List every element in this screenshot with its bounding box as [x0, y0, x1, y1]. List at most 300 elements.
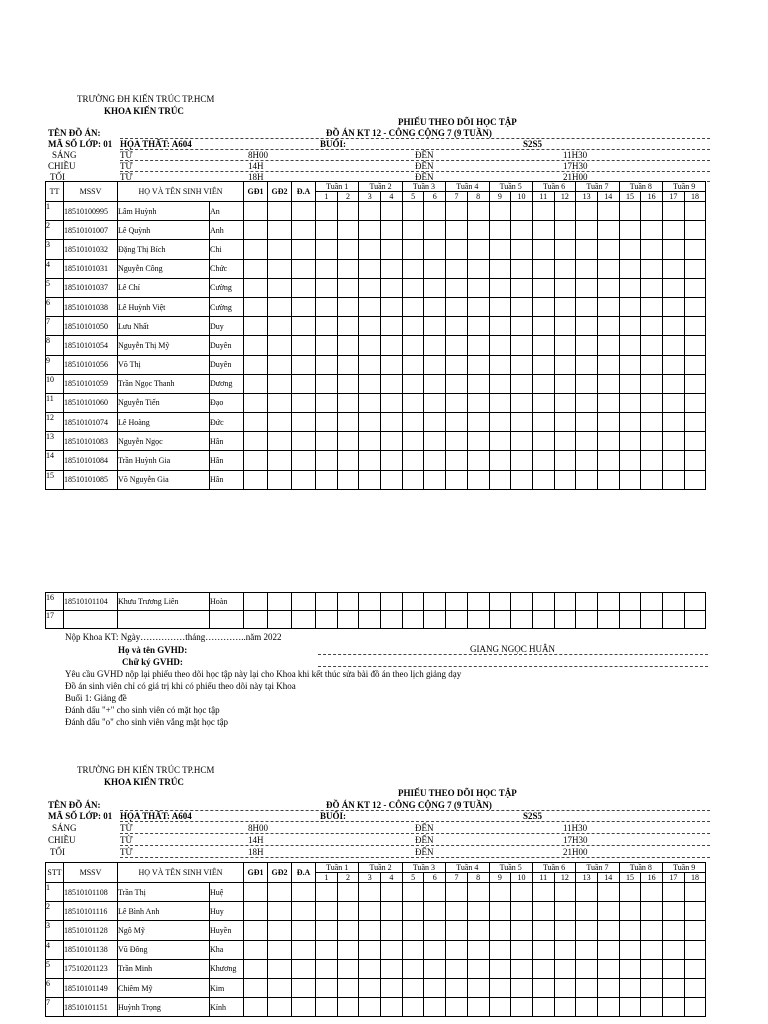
attendance-cell[interactable] — [467, 374, 489, 393]
attendance-cell[interactable] — [619, 432, 641, 451]
attendance-cell[interactable] — [424, 470, 446, 489]
attendance-cell[interactable] — [684, 883, 706, 902]
attendance-cell[interactable] — [597, 317, 619, 336]
attendance-cell[interactable] — [244, 432, 268, 451]
attendance-cell[interactable] — [424, 221, 446, 240]
attendance-cell[interactable] — [316, 278, 338, 297]
attendance-cell[interactable] — [268, 413, 292, 432]
attendance-cell[interactable] — [489, 959, 511, 978]
attendance-cell[interactable] — [402, 413, 424, 432]
attendance-cell[interactable] — [244, 883, 268, 902]
attendance-cell[interactable] — [554, 998, 576, 1017]
attendance-cell[interactable] — [424, 921, 446, 940]
attendance-cell[interactable] — [337, 393, 359, 412]
attendance-cell[interactable] — [554, 297, 576, 316]
attendance-cell[interactable] — [597, 240, 619, 259]
attendance-cell[interactable] — [619, 221, 641, 240]
attendance-cell[interactable] — [292, 393, 316, 412]
attendance-cell[interactable] — [381, 451, 403, 470]
attendance-cell[interactable] — [554, 221, 576, 240]
attendance-cell[interactable] — [359, 202, 381, 221]
attendance-cell[interactable] — [316, 221, 338, 240]
attendance-cell[interactable] — [554, 374, 576, 393]
attendance-cell[interactable] — [316, 355, 338, 374]
attendance-cell[interactable] — [446, 902, 468, 921]
attendance-cell[interactable] — [576, 413, 598, 432]
attendance-cell[interactable] — [576, 259, 598, 278]
attendance-cell[interactable] — [292, 611, 316, 629]
attendance-cell[interactable] — [684, 959, 706, 978]
attendance-cell[interactable] — [292, 451, 316, 470]
attendance-cell[interactable] — [576, 432, 598, 451]
attendance-cell[interactable] — [597, 432, 619, 451]
attendance-cell[interactable] — [619, 240, 641, 259]
attendance-cell[interactable] — [619, 921, 641, 940]
attendance-cell[interactable] — [467, 902, 489, 921]
attendance-cell[interactable] — [532, 355, 554, 374]
attendance-cell[interactable] — [663, 883, 685, 902]
attendance-cell[interactable] — [489, 902, 511, 921]
attendance-cell[interactable] — [446, 317, 468, 336]
attendance-cell[interactable] — [619, 959, 641, 978]
attendance-cell[interactable] — [467, 611, 489, 629]
attendance-cell[interactable] — [467, 921, 489, 940]
attendance-cell[interactable] — [684, 413, 706, 432]
attendance-cell[interactable] — [316, 940, 338, 959]
attendance-cell[interactable] — [359, 883, 381, 902]
attendance-cell[interactable] — [268, 883, 292, 902]
attendance-cell[interactable] — [424, 336, 446, 355]
attendance-cell[interactable] — [268, 451, 292, 470]
attendance-cell[interactable] — [467, 593, 489, 611]
attendance-cell[interactable] — [446, 240, 468, 259]
attendance-cell[interactable] — [359, 593, 381, 611]
attendance-cell[interactable] — [597, 998, 619, 1017]
attendance-cell[interactable] — [292, 593, 316, 611]
attendance-cell[interactable] — [359, 393, 381, 412]
attendance-cell[interactable] — [511, 393, 533, 412]
attendance-cell[interactable] — [489, 317, 511, 336]
attendance-cell[interactable] — [663, 451, 685, 470]
attendance-cell[interactable] — [467, 470, 489, 489]
attendance-cell[interactable] — [359, 317, 381, 336]
attendance-cell[interactable] — [489, 470, 511, 489]
attendance-cell[interactable] — [663, 393, 685, 412]
attendance-cell[interactable] — [641, 451, 663, 470]
attendance-cell[interactable] — [576, 921, 598, 940]
attendance-cell[interactable] — [292, 374, 316, 393]
attendance-cell[interactable] — [597, 611, 619, 629]
attendance-cell[interactable] — [292, 297, 316, 316]
attendance-cell[interactable] — [381, 998, 403, 1017]
attendance-cell[interactable] — [597, 451, 619, 470]
attendance-cell[interactable] — [381, 374, 403, 393]
attendance-cell[interactable] — [402, 221, 424, 240]
attendance-cell[interactable] — [402, 959, 424, 978]
attendance-cell[interactable] — [532, 959, 554, 978]
attendance-cell[interactable] — [641, 470, 663, 489]
attendance-cell[interactable] — [268, 432, 292, 451]
attendance-cell[interactable] — [424, 611, 446, 629]
attendance-cell[interactable] — [292, 336, 316, 355]
attendance-cell[interactable] — [641, 202, 663, 221]
attendance-cell[interactable] — [597, 470, 619, 489]
attendance-cell[interactable] — [467, 393, 489, 412]
attendance-cell[interactable] — [337, 940, 359, 959]
attendance-cell[interactable] — [511, 611, 533, 629]
attendance-cell[interactable] — [424, 883, 446, 902]
attendance-cell[interactable] — [511, 451, 533, 470]
attendance-cell[interactable] — [641, 611, 663, 629]
attendance-cell[interactable] — [402, 902, 424, 921]
attendance-cell[interactable] — [619, 413, 641, 432]
attendance-cell[interactable] — [619, 998, 641, 1017]
attendance-cell[interactable] — [359, 240, 381, 259]
attendance-cell[interactable] — [337, 902, 359, 921]
attendance-cell[interactable] — [337, 259, 359, 278]
attendance-cell[interactable] — [381, 355, 403, 374]
attendance-cell[interactable] — [511, 240, 533, 259]
attendance-cell[interactable] — [424, 593, 446, 611]
attendance-cell[interactable] — [489, 374, 511, 393]
attendance-cell[interactable] — [532, 240, 554, 259]
attendance-cell[interactable] — [244, 393, 268, 412]
attendance-cell[interactable] — [359, 336, 381, 355]
attendance-cell[interactable] — [511, 998, 533, 1017]
attendance-cell[interactable] — [663, 202, 685, 221]
attendance-cell[interactable] — [619, 317, 641, 336]
attendance-cell[interactable] — [424, 940, 446, 959]
attendance-cell[interactable] — [467, 432, 489, 451]
attendance-cell[interactable] — [316, 902, 338, 921]
attendance-cell[interactable] — [467, 278, 489, 297]
attendance-cell[interactable] — [532, 921, 554, 940]
attendance-cell[interactable] — [244, 278, 268, 297]
attendance-cell[interactable] — [424, 278, 446, 297]
attendance-cell[interactable] — [532, 883, 554, 902]
attendance-cell[interactable] — [489, 978, 511, 997]
attendance-cell[interactable] — [244, 336, 268, 355]
attendance-cell[interactable] — [511, 978, 533, 997]
attendance-cell[interactable] — [554, 902, 576, 921]
attendance-cell[interactable] — [684, 470, 706, 489]
attendance-cell[interactable] — [446, 593, 468, 611]
attendance-cell[interactable] — [316, 883, 338, 902]
attendance-cell[interactable] — [597, 221, 619, 240]
attendance-cell[interactable] — [663, 317, 685, 336]
attendance-cell[interactable] — [292, 998, 316, 1017]
attendance-cell[interactable] — [619, 593, 641, 611]
attendance-cell[interactable] — [316, 297, 338, 316]
attendance-cell[interactable] — [641, 240, 663, 259]
attendance-cell[interactable] — [316, 432, 338, 451]
attendance-cell[interactable] — [554, 611, 576, 629]
attendance-cell[interactable] — [489, 451, 511, 470]
attendance-cell[interactable] — [381, 432, 403, 451]
attendance-cell[interactable] — [554, 593, 576, 611]
attendance-cell[interactable] — [402, 611, 424, 629]
attendance-cell[interactable] — [359, 921, 381, 940]
attendance-cell[interactable] — [424, 451, 446, 470]
attendance-cell[interactable] — [402, 297, 424, 316]
attendance-cell[interactable] — [532, 297, 554, 316]
attendance-cell[interactable] — [663, 240, 685, 259]
attendance-cell[interactable] — [641, 902, 663, 921]
attendance-cell[interactable] — [663, 593, 685, 611]
attendance-cell[interactable] — [244, 413, 268, 432]
attendance-cell[interactable] — [489, 883, 511, 902]
attendance-cell[interactable] — [619, 470, 641, 489]
attendance-cell[interactable] — [292, 317, 316, 336]
attendance-cell[interactable] — [268, 317, 292, 336]
attendance-cell[interactable] — [402, 998, 424, 1017]
attendance-cell[interactable] — [337, 978, 359, 997]
attendance-cell[interactable] — [597, 940, 619, 959]
attendance-cell[interactable] — [292, 240, 316, 259]
attendance-cell[interactable] — [532, 278, 554, 297]
attendance-cell[interactable] — [641, 393, 663, 412]
attendance-cell[interactable] — [663, 611, 685, 629]
attendance-cell[interactable] — [244, 902, 268, 921]
attendance-cell[interactable] — [511, 470, 533, 489]
attendance-cell[interactable] — [424, 959, 446, 978]
attendance-cell[interactable] — [268, 959, 292, 978]
attendance-cell[interactable] — [337, 278, 359, 297]
attendance-cell[interactable] — [424, 902, 446, 921]
attendance-cell[interactable] — [316, 336, 338, 355]
attendance-cell[interactable] — [316, 593, 338, 611]
attendance-cell[interactable] — [597, 259, 619, 278]
attendance-cell[interactable] — [641, 374, 663, 393]
attendance-cell[interactable] — [359, 297, 381, 316]
attendance-cell[interactable] — [424, 413, 446, 432]
attendance-cell[interactable] — [402, 978, 424, 997]
attendance-cell[interactable] — [663, 940, 685, 959]
attendance-cell[interactable] — [402, 470, 424, 489]
attendance-cell[interactable] — [244, 921, 268, 940]
attendance-cell[interactable] — [446, 297, 468, 316]
attendance-cell[interactable] — [337, 593, 359, 611]
attendance-cell[interactable] — [446, 221, 468, 240]
attendance-cell[interactable] — [511, 221, 533, 240]
attendance-cell[interactable] — [489, 940, 511, 959]
attendance-cell[interactable] — [489, 355, 511, 374]
attendance-cell[interactable] — [554, 921, 576, 940]
attendance-cell[interactable] — [424, 393, 446, 412]
attendance-cell[interactable] — [381, 902, 403, 921]
attendance-cell[interactable] — [337, 998, 359, 1017]
attendance-cell[interactable] — [244, 374, 268, 393]
attendance-cell[interactable] — [316, 374, 338, 393]
attendance-cell[interactable] — [446, 959, 468, 978]
attendance-cell[interactable] — [554, 432, 576, 451]
attendance-cell[interactable] — [316, 240, 338, 259]
attendance-cell[interactable] — [292, 355, 316, 374]
attendance-cell[interactable] — [511, 940, 533, 959]
attendance-cell[interactable] — [532, 432, 554, 451]
attendance-cell[interactable] — [554, 940, 576, 959]
attendance-cell[interactable] — [337, 221, 359, 240]
attendance-cell[interactable] — [576, 470, 598, 489]
attendance-cell[interactable] — [619, 297, 641, 316]
attendance-cell[interactable] — [424, 259, 446, 278]
attendance-cell[interactable] — [511, 593, 533, 611]
attendance-cell[interactable] — [619, 883, 641, 902]
attendance-cell[interactable] — [244, 202, 268, 221]
attendance-cell[interactable] — [402, 259, 424, 278]
attendance-cell[interactable] — [641, 883, 663, 902]
attendance-cell[interactable] — [244, 978, 268, 997]
attendance-cell[interactable] — [292, 978, 316, 997]
attendance-cell[interactable] — [619, 374, 641, 393]
attendance-cell[interactable] — [597, 883, 619, 902]
attendance-cell[interactable] — [619, 978, 641, 997]
attendance-cell[interactable] — [381, 278, 403, 297]
attendance-cell[interactable] — [489, 240, 511, 259]
attendance-cell[interactable] — [446, 259, 468, 278]
attendance-cell[interactable] — [597, 202, 619, 221]
attendance-cell[interactable] — [381, 413, 403, 432]
attendance-cell[interactable] — [511, 297, 533, 316]
attendance-cell[interactable] — [641, 998, 663, 1017]
attendance-cell[interactable] — [576, 451, 598, 470]
attendance-cell[interactable] — [663, 998, 685, 1017]
attendance-cell[interactable] — [446, 921, 468, 940]
attendance-cell[interactable] — [532, 202, 554, 221]
attendance-cell[interactable] — [292, 413, 316, 432]
attendance-cell[interactable] — [597, 902, 619, 921]
attendance-cell[interactable] — [359, 259, 381, 278]
attendance-cell[interactable] — [292, 959, 316, 978]
attendance-cell[interactable] — [554, 240, 576, 259]
attendance-cell[interactable] — [684, 202, 706, 221]
attendance-cell[interactable] — [244, 259, 268, 278]
attendance-cell[interactable] — [467, 998, 489, 1017]
attendance-cell[interactable] — [597, 921, 619, 940]
attendance-cell[interactable] — [424, 355, 446, 374]
attendance-cell[interactable] — [684, 393, 706, 412]
attendance-cell[interactable] — [641, 413, 663, 432]
attendance-cell[interactable] — [467, 355, 489, 374]
attendance-cell[interactable] — [292, 940, 316, 959]
attendance-cell[interactable] — [467, 297, 489, 316]
attendance-cell[interactable] — [684, 902, 706, 921]
attendance-cell[interactable] — [446, 451, 468, 470]
attendance-cell[interactable] — [402, 202, 424, 221]
attendance-cell[interactable] — [576, 202, 598, 221]
attendance-cell[interactable] — [511, 959, 533, 978]
attendance-cell[interactable] — [641, 259, 663, 278]
attendance-cell[interactable] — [489, 221, 511, 240]
attendance-cell[interactable] — [532, 611, 554, 629]
attendance-cell[interactable] — [532, 393, 554, 412]
attendance-cell[interactable] — [268, 202, 292, 221]
attendance-cell[interactable] — [576, 883, 598, 902]
attendance-cell[interactable] — [597, 374, 619, 393]
attendance-cell[interactable] — [424, 998, 446, 1017]
attendance-cell[interactable] — [292, 432, 316, 451]
attendance-cell[interactable] — [316, 978, 338, 997]
attendance-cell[interactable] — [576, 355, 598, 374]
attendance-cell[interactable] — [244, 297, 268, 316]
attendance-cell[interactable] — [402, 336, 424, 355]
attendance-cell[interactable] — [446, 998, 468, 1017]
attendance-cell[interactable] — [337, 413, 359, 432]
attendance-cell[interactable] — [268, 278, 292, 297]
attendance-cell[interactable] — [337, 317, 359, 336]
attendance-cell[interactable] — [597, 278, 619, 297]
attendance-cell[interactable] — [663, 432, 685, 451]
attendance-cell[interactable] — [576, 959, 598, 978]
attendance-cell[interactable] — [402, 317, 424, 336]
attendance-cell[interactable] — [641, 432, 663, 451]
attendance-cell[interactable] — [489, 259, 511, 278]
attendance-cell[interactable] — [316, 921, 338, 940]
attendance-cell[interactable] — [424, 317, 446, 336]
attendance-cell[interactable] — [292, 259, 316, 278]
attendance-cell[interactable] — [576, 593, 598, 611]
attendance-cell[interactable] — [511, 202, 533, 221]
attendance-cell[interactable] — [684, 374, 706, 393]
attendance-cell[interactable] — [489, 202, 511, 221]
attendance-cell[interactable] — [381, 959, 403, 978]
attendance-cell[interactable] — [337, 921, 359, 940]
attendance-cell[interactable] — [532, 470, 554, 489]
attendance-cell[interactable] — [554, 317, 576, 336]
attendance-cell[interactable] — [446, 393, 468, 412]
attendance-cell[interactable] — [619, 451, 641, 470]
attendance-cell[interactable] — [402, 451, 424, 470]
attendance-cell[interactable] — [467, 883, 489, 902]
attendance-cell[interactable] — [576, 221, 598, 240]
attendance-cell[interactable] — [381, 221, 403, 240]
attendance-cell[interactable] — [381, 202, 403, 221]
attendance-cell[interactable] — [489, 297, 511, 316]
attendance-cell[interactable] — [292, 278, 316, 297]
attendance-cell[interactable] — [663, 374, 685, 393]
attendance-cell[interactable] — [446, 883, 468, 902]
attendance-cell[interactable] — [554, 883, 576, 902]
attendance-cell[interactable] — [684, 240, 706, 259]
attendance-cell[interactable] — [381, 393, 403, 412]
attendance-cell[interactable] — [641, 297, 663, 316]
attendance-cell[interactable] — [359, 451, 381, 470]
attendance-cell[interactable] — [268, 998, 292, 1017]
attendance-cell[interactable] — [381, 470, 403, 489]
attendance-cell[interactable] — [268, 336, 292, 355]
attendance-cell[interactable] — [554, 470, 576, 489]
attendance-cell[interactable] — [489, 278, 511, 297]
attendance-cell[interactable] — [292, 921, 316, 940]
attendance-cell[interactable] — [467, 940, 489, 959]
attendance-cell[interactable] — [684, 297, 706, 316]
attendance-cell[interactable] — [576, 998, 598, 1017]
attendance-cell[interactable] — [316, 202, 338, 221]
attendance-cell[interactable] — [641, 593, 663, 611]
attendance-cell[interactable] — [619, 940, 641, 959]
attendance-cell[interactable] — [554, 413, 576, 432]
attendance-cell[interactable] — [268, 221, 292, 240]
attendance-cell[interactable] — [424, 240, 446, 259]
attendance-cell[interactable] — [554, 978, 576, 997]
attendance-cell[interactable] — [684, 221, 706, 240]
attendance-cell[interactable] — [446, 355, 468, 374]
attendance-cell[interactable] — [597, 413, 619, 432]
attendance-cell[interactable] — [337, 336, 359, 355]
attendance-cell[interactable] — [337, 374, 359, 393]
attendance-cell[interactable] — [576, 374, 598, 393]
attendance-cell[interactable] — [641, 940, 663, 959]
